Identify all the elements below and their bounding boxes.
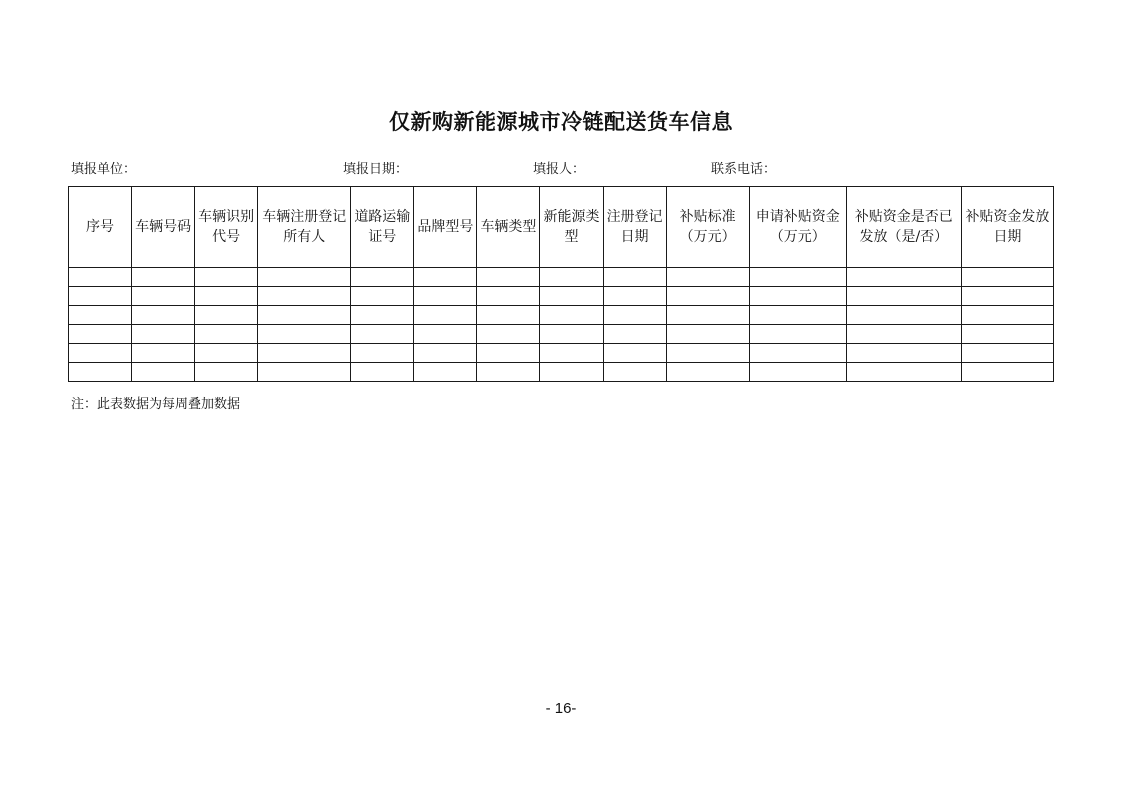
table-row <box>69 325 1054 344</box>
page-number: - 16- <box>545 700 577 717</box>
header-cell-plate-number: 车辆号码 <box>132 187 195 268</box>
table-row <box>69 287 1054 306</box>
table-cell <box>961 287 1053 306</box>
table-cell <box>961 363 1053 382</box>
table-cell <box>351 344 414 363</box>
table-cell <box>258 344 351 363</box>
table-cell <box>195 287 258 306</box>
header-cell-subsidy-issued: 补贴资金是否已发放（是/否） <box>846 187 961 268</box>
header-cell-serial: 序号 <box>69 187 132 268</box>
table-header-row <box>69 187 1054 268</box>
header-cell-registration-date: 注册登记日期 <box>603 187 666 268</box>
table-row <box>69 363 1054 382</box>
table-row <box>69 344 1054 363</box>
table-cell <box>749 325 846 344</box>
table-cell <box>132 325 195 344</box>
header-cell-requested-subsidy: 申请补贴资金（万元） <box>749 187 846 268</box>
page-title: 仅新购新能源城市冷链配送货车信息 <box>389 109 733 134</box>
table-cell <box>603 363 666 382</box>
table-cell <box>749 344 846 363</box>
table-cell <box>540 363 603 382</box>
table-cell <box>69 325 132 344</box>
table-cell <box>846 344 961 363</box>
table-cell <box>258 287 351 306</box>
table-row <box>69 268 1054 287</box>
table-cell <box>414 363 477 382</box>
header-cell-registered-owner: 车辆注册登记所有人 <box>258 187 351 268</box>
table-cell <box>603 344 666 363</box>
table-cell <box>477 287 540 306</box>
table-cell <box>846 268 961 287</box>
table-row <box>69 306 1054 325</box>
table-cell <box>666 363 749 382</box>
table-cell <box>846 306 961 325</box>
table-cell <box>961 268 1053 287</box>
table-cell <box>69 344 132 363</box>
table-cell <box>477 268 540 287</box>
table-cell <box>258 306 351 325</box>
header-cell-vehicle-type: 车辆类型 <box>477 187 540 268</box>
fill-unit-label: 填报单位： <box>71 162 137 177</box>
table-cell <box>666 287 749 306</box>
table-cell <box>961 306 1053 325</box>
table-cell <box>961 344 1053 363</box>
table-cell <box>414 306 477 325</box>
table-cell <box>414 268 477 287</box>
table-cell <box>351 306 414 325</box>
table-cell <box>132 344 195 363</box>
table-cell <box>414 344 477 363</box>
table-cell <box>749 306 846 325</box>
table-cell <box>477 325 540 344</box>
table-cell <box>749 287 846 306</box>
table-cell <box>132 363 195 382</box>
table-cell <box>69 287 132 306</box>
fill-date-label: 填报日期： <box>343 162 409 177</box>
table-cell <box>351 268 414 287</box>
table-cell <box>666 306 749 325</box>
table-cell <box>132 268 195 287</box>
header-cell-vin: 车辆识别代号 <box>195 187 258 268</box>
table-cell <box>540 287 603 306</box>
header-cell-issue-date: 补贴资金发放日期 <box>961 187 1053 268</box>
table-cell <box>351 287 414 306</box>
table-cell <box>258 363 351 382</box>
table-cell <box>666 325 749 344</box>
table-cell <box>195 268 258 287</box>
header-cell-brand-model: 品牌型号 <box>414 187 477 268</box>
table-cell <box>258 268 351 287</box>
table-cell <box>477 363 540 382</box>
header-cell-transport-permit: 道路运输证号 <box>351 187 414 268</box>
table-cell <box>195 325 258 344</box>
contact-phone-label: 联系电话： <box>711 162 777 177</box>
table-cell <box>69 268 132 287</box>
table-cell <box>540 306 603 325</box>
table-cell <box>414 287 477 306</box>
table-cell <box>540 268 603 287</box>
table-cell <box>846 287 961 306</box>
table-cell <box>69 363 132 382</box>
header-cell-subsidy-standard: 补贴标准（万元） <box>666 187 749 268</box>
table-cell <box>477 306 540 325</box>
table-cell <box>540 344 603 363</box>
table-cell <box>132 287 195 306</box>
vehicle-info-table <box>68 186 1054 382</box>
table-cell <box>132 306 195 325</box>
table-cell <box>351 363 414 382</box>
table-cell <box>195 306 258 325</box>
table-cell <box>540 325 603 344</box>
table-cell <box>414 325 477 344</box>
table-cell <box>749 268 846 287</box>
table-cell <box>195 363 258 382</box>
header-cell-energy-type: 新能源类型 <box>540 187 603 268</box>
table-cell <box>749 363 846 382</box>
table-cell <box>69 306 132 325</box>
table-cell <box>195 344 258 363</box>
table-cell <box>846 325 961 344</box>
table-cell <box>961 325 1053 344</box>
table-cell <box>666 344 749 363</box>
table-footnote: 注：此表数据为每周叠加数据 <box>71 397 241 412</box>
table-cell <box>477 344 540 363</box>
table-cell <box>666 268 749 287</box>
table-cell <box>603 306 666 325</box>
table-cell <box>258 325 351 344</box>
table-cell <box>603 268 666 287</box>
table-cell <box>603 325 666 344</box>
table-cell <box>351 325 414 344</box>
table-cell <box>846 363 961 382</box>
table-cell <box>603 287 666 306</box>
filler-label: 填报人： <box>533 162 586 177</box>
